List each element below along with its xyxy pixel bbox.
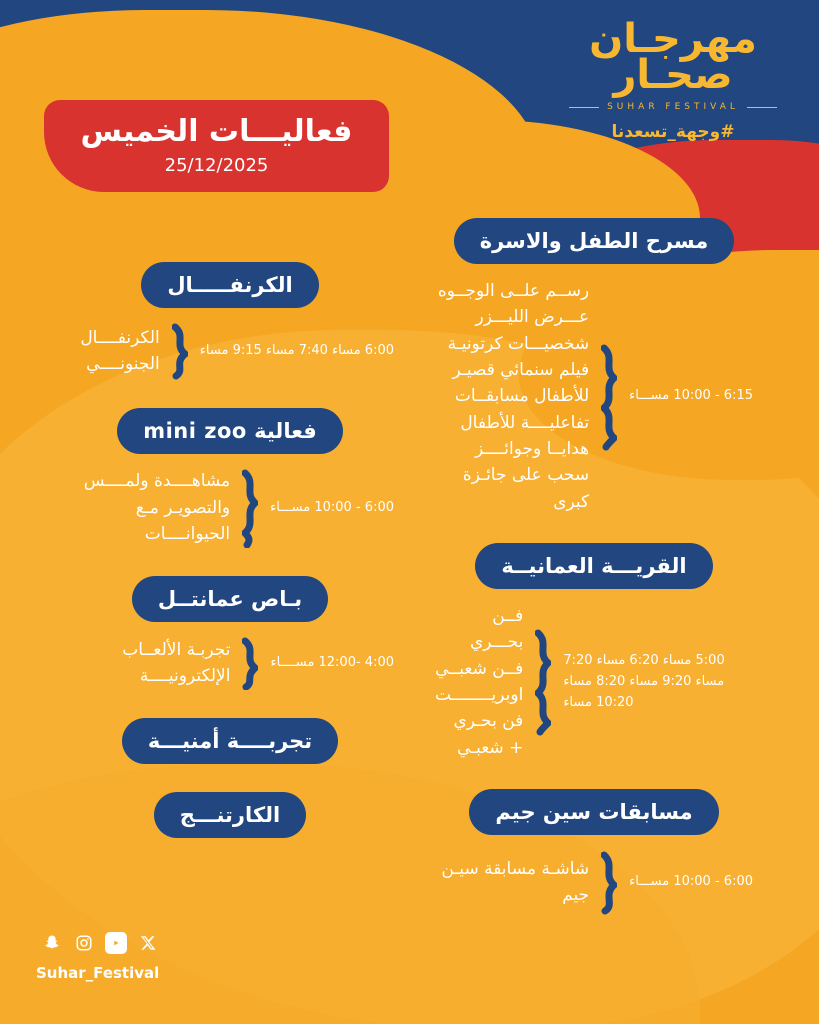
section-times: 4:00 -12:00 مســــاء — [270, 654, 394, 670]
section-items: فــن بحـــري فــن شعبــي اوبريــــــــت فن بحـري + شعبـي — [435, 606, 524, 758]
schedule-section — [60, 408, 400, 548]
squiggle-divider-icon — [242, 468, 258, 548]
instagram-icon[interactable] — [73, 932, 95, 954]
schedule-section — [60, 718, 400, 764]
x-twitter-icon[interactable] — [137, 932, 159, 954]
section-body — [429, 278, 759, 515]
social-links — [36, 932, 159, 954]
squiggle-divider-icon — [601, 849, 617, 915]
section-times: 6:00 مساء 7:40 مساء 9:15 مساء — [199, 342, 394, 358]
logo-arabic-line-2: صحـار — [613, 52, 733, 98]
page-title-heading: فعاليـــات الخميس — [80, 114, 353, 149]
section-times: 6:00 - 10:00 مســـاء — [629, 873, 753, 889]
section-items: رســم علــى الوجــوه عـــرض الليـــزر شخصيـــات كرتونيـة فيلم سنمائي قصيـر للأطفال مسابقــات تفاعليــــة للأطفال هدايــا وجوائــــز سحب على جائـزة كبرى — [437, 281, 590, 512]
section-title-pill[interactable]: القريـــة العمانيــة — [475, 543, 712, 589]
section-items: تجربـة الألعــاب الإلكترونيــــة — [122, 639, 231, 686]
section-times: 6:15 - 10:00 مســـاء — [629, 388, 753, 404]
logo-rule-right — [569, 107, 599, 108]
festival-logo — [553, 18, 793, 142]
footer-handle: Suhar_Festival — [36, 964, 160, 982]
logo-arabic-line-1: مهرجـان — [589, 16, 757, 62]
section-body — [60, 322, 400, 380]
schedule-column-right — [429, 218, 759, 943]
snapchat-icon[interactable] — [41, 932, 63, 954]
section-times: 6:00 - 10:00 مســـاء — [270, 499, 394, 515]
schedule-section — [429, 789, 759, 915]
schedule-section — [60, 792, 400, 838]
section-title-pill[interactable]: الكارتنـــج — [154, 792, 306, 838]
logo-hashtag: #وجهة_تسعدنا — [611, 122, 735, 142]
section-body — [429, 849, 759, 915]
squiggle-divider-icon — [242, 636, 258, 690]
schedule-section — [429, 218, 759, 515]
schedule-section — [60, 576, 400, 690]
page-title — [44, 100, 389, 192]
section-title-pill[interactable]: مسرح الطفل والاسرة — [454, 218, 735, 264]
section-body — [429, 603, 759, 761]
section-title-pill[interactable]: بـاص عمانتــل — [132, 576, 328, 622]
section-body — [60, 468, 400, 548]
schedule-section — [60, 262, 400, 380]
schedule-column-left — [60, 262, 400, 866]
squiggle-divider-icon — [172, 322, 188, 380]
youtube-icon[interactable] — [105, 932, 127, 954]
section-title-pill[interactable]: الكرنفـــــال — [141, 262, 318, 308]
schedule-section — [429, 543, 759, 761]
page-title-date: 25/12/2025 — [164, 155, 269, 176]
section-title-pill[interactable]: فعالية mini zoo — [117, 408, 343, 454]
logo-latin-text: SUHAR FESTIVAL — [607, 102, 739, 112]
section-title-pill[interactable]: تجربــــة أمنيـــة — [122, 718, 338, 764]
section-times: 5:00 مساء 6:20 مساء 7:20 مساء 9:20 مساء 8:20 مساء 10:20 مساء — [563, 652, 725, 710]
logo-rule-left — [747, 107, 777, 108]
logo-latin-row — [553, 102, 793, 112]
section-items: شاشـة مسابقة سيـن جيم — [441, 858, 590, 906]
section-items: الكرنفــــال الجنونــــي — [80, 327, 160, 374]
logo-arabic-mark — [553, 18, 793, 96]
squiggle-divider-icon — [535, 627, 551, 737]
section-items: مشاهــــدة ولمــــس والتصويـر مـع الحيوانــــات — [83, 471, 231, 545]
section-body — [60, 636, 400, 690]
footer — [36, 932, 159, 982]
section-title-pill[interactable]: مسابقات سين جيم — [469, 789, 718, 835]
squiggle-divider-icon — [601, 342, 617, 452]
